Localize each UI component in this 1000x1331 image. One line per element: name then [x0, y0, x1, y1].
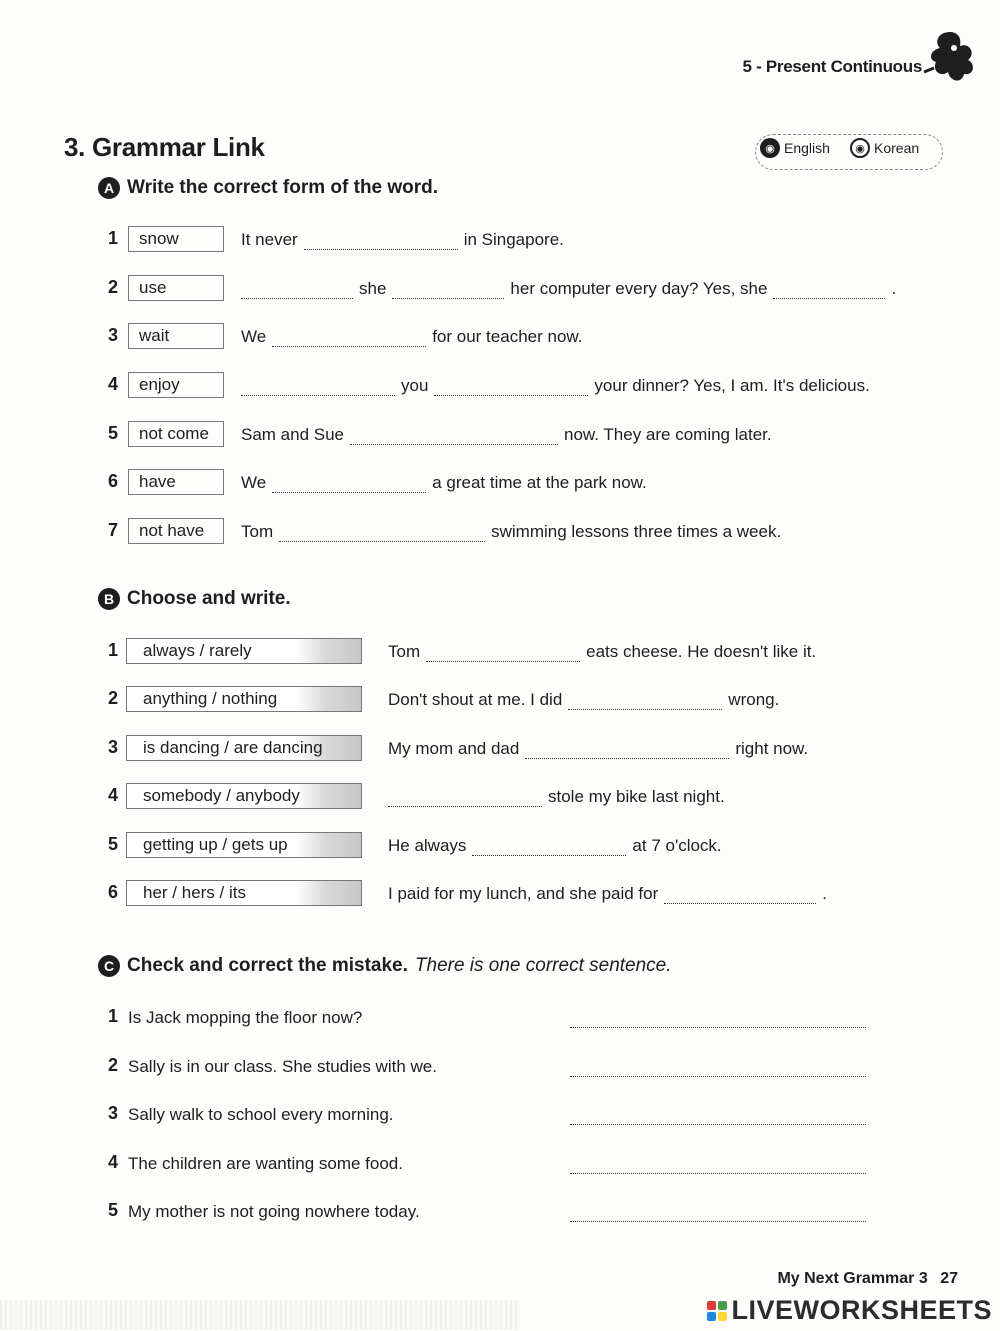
sentence-text: We	[241, 473, 267, 492]
item-number: 4	[107, 785, 118, 805]
answer-blank[interactable]	[272, 332, 426, 347]
word-box: use	[128, 275, 224, 301]
answer-blank[interactable]	[279, 527, 485, 542]
sentence-text: .	[822, 884, 827, 903]
item-number: 1	[107, 1006, 118, 1026]
part-a-heading	[98, 177, 438, 199]
book-title: My Next Grammar 3	[777, 1270, 928, 1287]
sentence: Sally is in our class. She studies with we.	[128, 1057, 437, 1076]
item-number: 3	[107, 1103, 118, 1123]
item-number: 4	[107, 374, 118, 394]
answer-blank[interactable]	[388, 792, 542, 807]
sentence	[388, 836, 722, 856]
sentence-text: stole my bike last night.	[548, 787, 725, 806]
brand-name: LIVEWORKSHEETS	[731, 1295, 992, 1325]
sentence	[241, 376, 870, 396]
sentence-text: We	[241, 327, 267, 346]
sentence	[388, 787, 725, 807]
answer-blank[interactable]	[392, 284, 504, 299]
sentence-text: I paid for my lunch, and she paid for	[388, 884, 659, 903]
answer-blank[interactable]	[664, 889, 816, 904]
item-number: 7	[107, 520, 118, 540]
answer-line[interactable]	[570, 1172, 866, 1174]
choice-box: always / rarely	[126, 638, 362, 664]
answer-blank[interactable]	[426, 647, 580, 662]
section-title: 3. Grammar Link	[64, 132, 265, 162]
sentence-text: My mom and dad	[388, 739, 520, 758]
word-box: wait	[128, 323, 224, 349]
page-footer	[777, 1270, 958, 1288]
sentence	[241, 327, 582, 347]
sentence-text: It never	[241, 230, 298, 249]
word-box: not have	[128, 518, 224, 544]
part-b-heading	[98, 588, 291, 610]
item-number: 5	[107, 1200, 118, 1220]
english-label: English	[784, 140, 830, 156]
word-box: not come	[128, 421, 224, 447]
sentence-text: eats cheese. He doesn't like it.	[586, 642, 817, 661]
sentence-text: for our teacher now.	[432, 327, 583, 346]
part-c-heading	[98, 955, 672, 977]
item-number: 4	[107, 1152, 118, 1172]
item-number: 5	[107, 834, 118, 854]
word-box: snow	[128, 226, 224, 252]
sentence-text: she	[359, 279, 387, 298]
sentence-text: now. They are coming later.	[564, 425, 772, 444]
sentence-text: Don't shout at me. I did	[388, 690, 563, 709]
audio-icon: ◉	[850, 138, 870, 158]
audio-icon: ◉	[760, 138, 780, 158]
part-b-letter: B	[98, 588, 120, 610]
sentence	[388, 884, 827, 904]
sentence: Is Jack mopping the floor now?	[128, 1008, 363, 1027]
mascot-icon	[920, 28, 980, 90]
item-number: 2	[107, 1055, 118, 1075]
sentence-text: her computer every day? Yes, she	[510, 279, 768, 298]
answer-blank[interactable]	[304, 235, 458, 250]
brand-logo[interactable]	[707, 1295, 992, 1326]
item-number: 3	[107, 737, 118, 757]
page-number: 27	[940, 1270, 958, 1287]
answer-blank[interactable]	[773, 284, 885, 299]
sentence	[241, 473, 647, 493]
part-c-letter: C	[98, 955, 120, 977]
sentence-text: wrong.	[728, 690, 780, 709]
korean-audio-button[interactable]	[850, 138, 919, 158]
sentence-text: .	[891, 279, 897, 298]
answer-blank[interactable]	[568, 695, 722, 710]
sentence-text: at 7 o'clock.	[632, 836, 722, 855]
answer-line[interactable]	[570, 1026, 866, 1028]
sentence	[388, 739, 808, 759]
answer-blank[interactable]	[241, 284, 353, 299]
sentence-text: your dinner? Yes, I am. It's delicious.	[594, 376, 870, 395]
korean-label: Korean	[874, 140, 920, 156]
sentence-text: swimming lessons three times a week.	[491, 522, 782, 541]
answer-blank[interactable]	[472, 841, 626, 856]
liveworksheets-logo-icon	[707, 1301, 727, 1321]
item-number: 6	[107, 471, 118, 491]
sentence-text: you	[401, 376, 429, 395]
sentence-text: right now.	[735, 739, 809, 758]
item-number: 6	[107, 882, 118, 902]
sentence	[388, 642, 816, 662]
item-number: 1	[107, 640, 118, 660]
part-a-letter: A	[98, 177, 120, 199]
answer-line[interactable]	[570, 1075, 866, 1077]
answer-line[interactable]	[570, 1123, 866, 1125]
sentence: Sally walk to school every morning.	[128, 1105, 394, 1124]
scan-noise	[0, 1300, 520, 1330]
sentence: My mother is not going nowhere today.	[128, 1202, 420, 1221]
chapter-title: 5 - Present Continuous	[742, 57, 922, 76]
part-b-instruction: Choose and write.	[127, 588, 291, 609]
sentence-text: Tom	[388, 642, 421, 661]
english-audio-button[interactable]	[760, 138, 830, 158]
part-c-note: There is one correct sentence.	[414, 955, 672, 976]
item-number: 2	[107, 277, 118, 297]
sentence	[388, 690, 779, 710]
answer-blank[interactable]	[525, 744, 729, 759]
choice-box: her / hers / its	[126, 880, 362, 906]
sentence	[241, 425, 772, 445]
word-box: have	[128, 469, 224, 495]
answer-blank[interactable]	[434, 381, 588, 396]
sentence	[241, 279, 896, 299]
choice-box: anything / nothing	[126, 686, 362, 712]
item-number: 1	[107, 228, 118, 248]
sentence	[241, 522, 781, 542]
part-c-instruction: Check and correct the mistake.	[127, 955, 408, 976]
sentence-text: Sam and Sue	[241, 425, 345, 444]
choice-box: somebody / anybody	[126, 783, 362, 809]
answer-blank[interactable]	[241, 381, 395, 396]
choice-box: is dancing / are dancing	[126, 735, 362, 761]
sentence	[241, 230, 564, 250]
part-a-instruction: Write the correct form of the word.	[127, 177, 439, 198]
word-box: enjoy	[128, 372, 224, 398]
item-number: 5	[107, 423, 118, 443]
sentence-text: a great time at the park now.	[432, 473, 647, 492]
sentence-text: He always	[388, 836, 467, 855]
choice-box: getting up / gets up	[126, 832, 362, 858]
answer-line[interactable]	[570, 1220, 866, 1222]
item-number: 2	[107, 688, 118, 708]
answer-blank[interactable]	[272, 478, 426, 493]
answer-blank[interactable]	[350, 430, 558, 445]
sentence: The children are wanting some food.	[128, 1154, 403, 1173]
sentence-text: Tom	[241, 522, 274, 541]
sentence-text: in Singapore.	[463, 230, 564, 249]
item-number: 3	[107, 325, 118, 345]
